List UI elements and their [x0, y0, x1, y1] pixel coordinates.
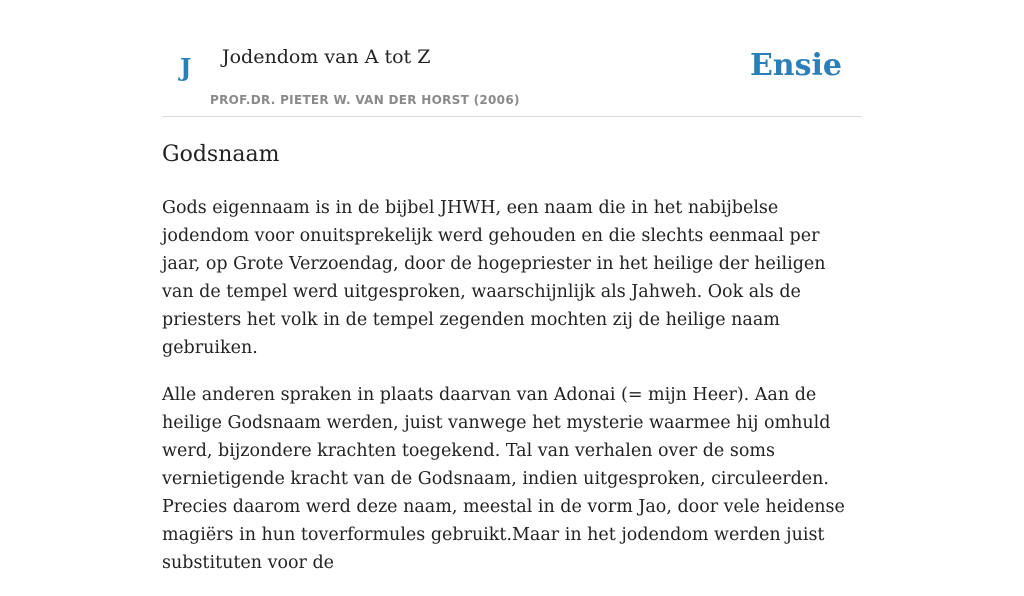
entry-paragraph: Alle anderen spraken in plaats daarvan van Adonai (= mijn Heer). Aan de heilige Godsnaam werden, juist vanwege het mysterie waarmee hij omhuld werd, bijzondere krachten toegekend. Tal van verhalen over de soms vernietigende kracht van de Godsnaam, indien uitgesproken, circuleerden. Precies daarom werd deze naam, meestal in de vorm Jao, door vele heidense magiërs in hun toverformules gebruikt.Maar in het jodendom werden juist substituten voor de: [162, 385, 845, 573]
entry-title: Godsnaam: [162, 142, 280, 167]
book-title-link[interactable]: Jodendom van A tot Z: [222, 46, 431, 68]
entry-paragraph: Gods eigennaam is in de bijbel JHWH, een naam die in het nabijbelse jodendom voor onuitsprekelijk werd gehouden en die slechts eenmaal per jaar, op Grote Verzoendag, door de hogepriester in het heilige der heiligen van de tempel werd uitgesproken, waarschijnlijk als Jahweh. Ook als de priesters het volk in de tempel zegenden mochten zij de heilige naam gebruiken.: [162, 198, 826, 358]
entry-content: [162, 140, 862, 596]
header: [162, 0, 862, 117]
book-icon[interactable]: J: [180, 53, 192, 82]
book-author: PROF.DR. PIETER W. VAN DER HORST (2006): [210, 93, 520, 107]
ensie-logo[interactable]: Ensie: [749, 48, 842, 83]
